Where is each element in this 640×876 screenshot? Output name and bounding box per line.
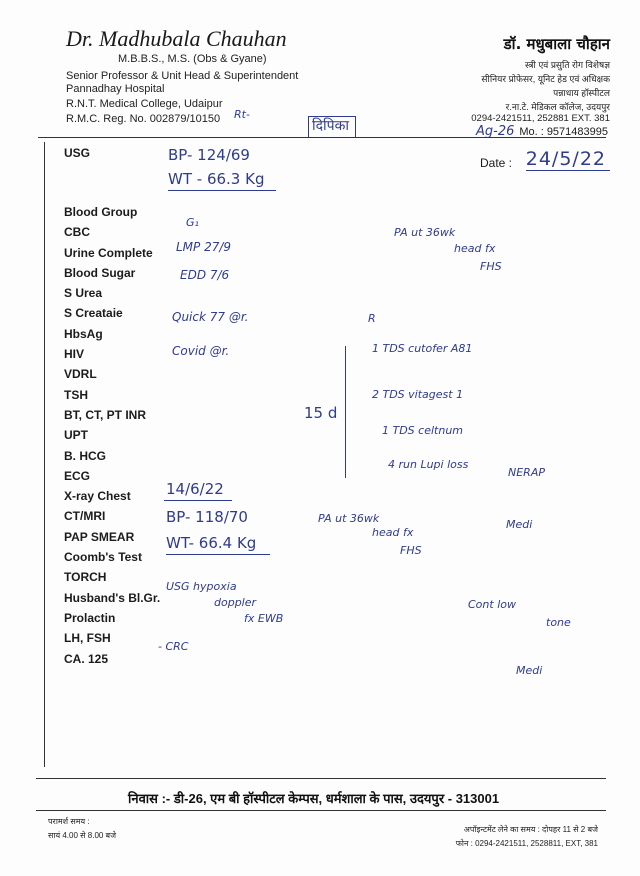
hospital-name: Pannadhay Hospital (66, 83, 165, 95)
lab-test-item: TSH (64, 387, 88, 402)
medicine-1: 1 TDS cutofer A81 (372, 342, 473, 355)
follow-up-date: 14/6/22 (166, 480, 224, 498)
duration-note: 15 d (304, 404, 338, 422)
patient-name: दिपिका (312, 118, 350, 134)
residence-address: निवास :- डी-26, एम बी हॉस्पीटल केम्पस, धर्मशाला के पास, उदयपुर - 313001 (128, 791, 500, 806)
footer-phone: फोन : 0294-2421511, 2528811, EXT, 381 (455, 839, 598, 848)
lab-test-item: S Urea (64, 286, 103, 301)
consult-time-label: परामर्श समय : (48, 817, 90, 826)
lab-test-item: LH, FSH (64, 631, 111, 646)
medi-note-2: Medi (516, 664, 543, 677)
medicine-4-note: NERAP (508, 466, 545, 479)
footer-bottom-rule (36, 810, 606, 811)
doctor-name: Dr. Madhubala Chauhan (66, 26, 287, 51)
registration-number: R.M.C. Reg. No. 002879/10150 (66, 113, 221, 125)
weight-underline (168, 190, 276, 191)
lab-test-item: Coomb's Test (64, 550, 142, 565)
lab-test-item: Blood Group (64, 205, 138, 219)
lab-test-item: Blood Sugar (64, 265, 136, 280)
lab-test-item: S Creataie (64, 306, 123, 321)
lab-test-item: BT, CT, PT INR (64, 407, 147, 422)
date-value: 24/5/22 (525, 148, 606, 170)
lmp-note: LMP 27/9 (176, 240, 232, 254)
lab-test-item: TORCH (64, 570, 107, 585)
header-divider (38, 137, 606, 138)
bp-second: BP- 118/70 (166, 508, 248, 526)
college-name-hindi: र.ना.टे. मेडिकल कॉलेज, उदयपुर (505, 102, 610, 112)
pa-note-first: PA ut 36wk (394, 226, 456, 239)
usg-label: USG (64, 146, 91, 160)
hospital-name-hindi: पन्नाधाय हॉस्पीटल (553, 88, 610, 98)
lab-test-item: Prolactin (64, 610, 116, 625)
gravida-note: G₁ (186, 216, 199, 229)
medicine-4: 4 run Lupi loss (388, 458, 469, 471)
doctor-title: Senior Professor & Unit Head & Superintendent (66, 70, 299, 82)
lab-test-item: PAP SMEAR (64, 529, 135, 544)
lab-test-item: CA. 125 (64, 651, 109, 666)
pa-fhs-first: FHS (480, 260, 502, 273)
date-underline (526, 170, 610, 171)
bp-first: BP- 124/69 (168, 146, 250, 164)
rx-bracket (345, 346, 352, 478)
appointment-time: अपॉइन्टमेंट लेने का समय : दोपहर 11 से 2 बजे (463, 825, 598, 834)
weight-first: WT - 66.3 Kg (168, 170, 265, 188)
lab-test-item: VDRL (64, 367, 97, 382)
usg-doppler: doppler (214, 596, 257, 609)
doctor-name-hindi: डॉ. मधुबाला चौहान (503, 35, 610, 53)
mobile-number: Mo. : 9571483995 (519, 126, 608, 138)
speciality-hindi: स्त्री एवं प्रसुति रोग विशेषज्ञ (525, 60, 610, 70)
weight-second-underline (166, 554, 270, 555)
continue-note: Cont low (468, 598, 516, 611)
covid-note: Covid @r. (172, 344, 230, 358)
lab-test-item: UPT (64, 428, 88, 443)
medi-note-1: Medi (506, 518, 533, 531)
phone-header: 0294-2421511, 252881 EXT. 381 (471, 113, 610, 124)
doctor-title-hindi: सीनियर प्रोफेसर, यूनिट हेड एवं अधिक्षक (481, 74, 610, 84)
lab-test-item: B. HCG (64, 448, 106, 463)
quick-note: Quick 77 @r. (172, 310, 249, 324)
continue-note-2: tone (546, 616, 571, 629)
consult-time: सायं 4.00 से 8.00 बजे (48, 831, 117, 840)
lab-test-item: X-ray Chest (64, 489, 131, 504)
lab-test-item: ECG (64, 468, 91, 483)
weight-second: WT- 66.4 Kg (166, 534, 257, 552)
pa-fhs-second: FHS (400, 544, 422, 557)
follow-up-date-underline (164, 500, 232, 501)
pa-note-second: PA ut 36wk (318, 512, 380, 525)
lab-test-list (64, 202, 160, 669)
left-margin-line (44, 142, 45, 767)
lab-test-item: Husband's Bl.Gr. (64, 590, 161, 605)
medicine-2: 2 TDS vitagest 1 (372, 388, 464, 401)
pa-head-first: head fx (454, 242, 496, 255)
medicine-3: 1 TDS celtnum (382, 424, 464, 437)
crc-note: - CRC (158, 640, 189, 653)
usg-advice: USG hypoxia (166, 580, 237, 593)
usg-fetal: fx EWB (244, 612, 284, 625)
college-name: R.N.T. Medical College, Udaipur (66, 98, 223, 110)
date-label: Date : (479, 156, 512, 170)
rx-symbol: R (368, 312, 376, 325)
patient-mark: Rt- (234, 108, 250, 121)
lab-test-item: HIV (64, 347, 85, 362)
patient-age: Ag-26 (476, 124, 515, 139)
doctor-degrees: M.B.B.S., M.S. (Obs & Gyane) (118, 53, 267, 65)
lab-test-item: HbsAg (64, 326, 103, 341)
pa-head-second: head fx (372, 526, 414, 539)
lab-test-item: CT/MRI (64, 509, 106, 524)
footer-top-rule (36, 778, 606, 779)
lab-test-item: Urine Complete (64, 245, 153, 260)
edd-note: EDD 7/6 (180, 268, 230, 282)
lab-test-item: CBC (64, 225, 90, 240)
